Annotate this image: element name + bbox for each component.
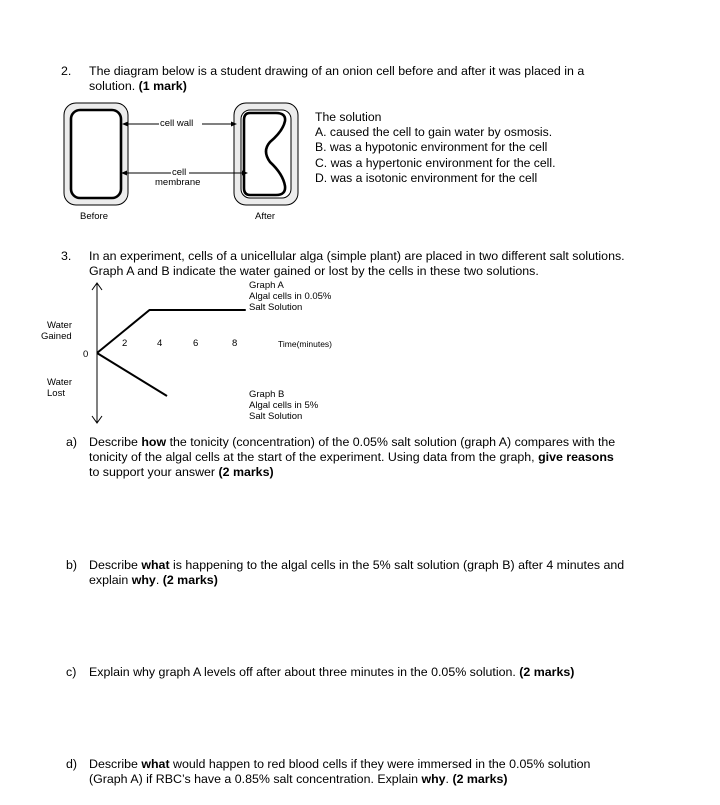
part-d-line1: Describe what would happen to red blood cells if they were immersed in the 0.05% solution <box>89 757 591 771</box>
option-b: B. was a hypotonic environment for the cell <box>315 140 548 154</box>
cell-wall-label: cell wall <box>160 118 194 129</box>
graph-a-label-1: Graph A <box>249 280 284 291</box>
q2-line1: The diagram below is a student drawing of an onion cell before and after it was placed in a <box>89 64 585 78</box>
option-d: D. was a isotonic environment for the cell <box>315 171 538 185</box>
part-c-line1: Explain why graph A levels off after about three minutes in the 0.05% solution. (2 marks) <box>89 665 575 679</box>
ylabel-water-lost-2: Lost <box>47 388 65 399</box>
graph-a-label-3: Salt Solution <box>249 302 303 313</box>
part-b-line1: Describe what is happening to the algal cells in the 5% salt solution (graph B) after 4 minutes and <box>89 558 625 572</box>
graph-b-label-2: Algal cells in 5% <box>249 400 319 411</box>
part-d-letter: d) <box>66 757 78 771</box>
part-a-line3: to support your answer (2 marks) <box>89 465 274 479</box>
x-tick-2: 2 <box>122 338 128 349</box>
after-label: After <box>255 211 276 222</box>
before-label: Before <box>80 211 108 222</box>
part-a-line2: tonicity of the algal cells at the start of the experiment. Using data from the graph, give reasons <box>89 450 614 464</box>
ylabel-water-lost-1: Water <box>47 377 72 388</box>
graph-b-label-1: Graph B <box>249 389 285 400</box>
cell-membrane-label-1: cell <box>172 167 187 178</box>
option-c: C. was a hypertonic environment for the cell. <box>315 156 556 170</box>
graph-b-label-3: Salt Solution <box>249 411 303 422</box>
part-d-line2: (Graph A) if RBC’s have a 0.85% salt concentration. Explain why. (2 marks) <box>89 772 508 786</box>
x-tick-6: 6 <box>193 338 199 349</box>
q2-number: 2. <box>61 64 72 78</box>
option-a: A. caused the cell to gain water by osmosis. <box>315 125 553 139</box>
ylabel-water-gained-1: Water <box>47 320 72 331</box>
part-a-letter: a) <box>66 435 78 449</box>
series-graph-a <box>97 310 246 353</box>
q3-line2: Graph A and B indicate the water gained or lost by the cells in these two solutions. <box>89 264 539 278</box>
part-b-letter: b) <box>66 558 78 572</box>
q2-line2: solution. (1 mark) <box>89 79 187 93</box>
q3-line1: In an experiment, cells of a unicellular alga (simple plant) are placed in two different salt solutions. <box>89 249 625 263</box>
ylabel-water-gained-2: Gained <box>41 331 72 342</box>
cell-membrane-label-2: membrane <box>155 177 201 188</box>
part-c-letter: c) <box>66 665 77 679</box>
x-axis-label: Time(minutes) <box>278 339 332 349</box>
x-tick-4: 4 <box>157 338 163 349</box>
series-graph-b <box>97 353 167 396</box>
y-origin-label: 0 <box>83 349 89 360</box>
q3-number: 3. <box>61 249 72 263</box>
solution-title: The solution <box>315 110 382 124</box>
part-a-line1: Describe how the tonicity (concentration) of the 0.05% salt solution (graph A) compares with the <box>89 435 616 449</box>
x-tick-8: 8 <box>232 338 238 349</box>
graph-a-label-2: Algal cells in 0.05% <box>249 291 332 302</box>
part-b-line2: explain why. (2 marks) <box>89 573 218 587</box>
